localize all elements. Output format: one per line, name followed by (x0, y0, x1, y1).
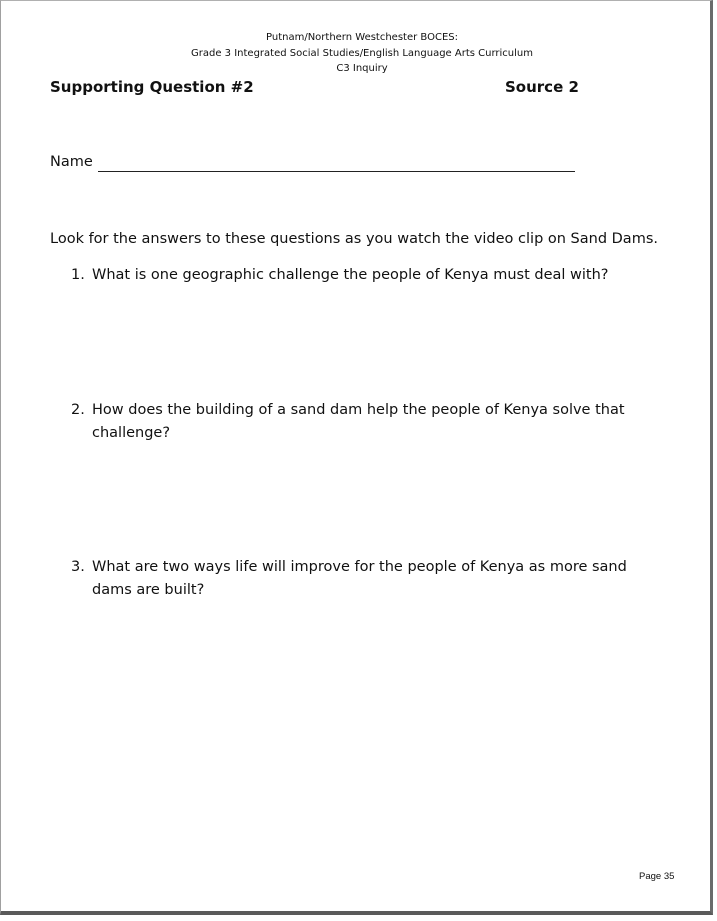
question-number: 2. (71, 402, 85, 418)
question-text: What are two ways life will improve for the people of Kenya as more sand (92, 559, 627, 575)
question-text: What is one geographic challenge the people of Kenya must deal with? (92, 267, 609, 283)
header-curriculum: Grade 3 Integrated Social Studies/English Language Arts Curriculum (191, 48, 533, 59)
name-label: Name (50, 154, 93, 170)
question-text: How does the building of a sand dam help the people of Kenya solve that (92, 402, 625, 418)
instructions-text: Look for the answers to these questions as you watch the video clip on Sand Dams. (50, 231, 658, 247)
question-number: 1. (71, 267, 85, 283)
question-text-continued: dams are built? (92, 582, 205, 598)
name-blank-line (98, 171, 575, 172)
page-number: Page 35 (639, 871, 675, 882)
header-organization: Putnam/Northern Westchester BOCES: (266, 32, 458, 43)
source-title: Source 2 (505, 78, 579, 96)
header-inquiry: C3 Inquiry (336, 63, 388, 74)
question-text-continued: challenge? (92, 425, 171, 441)
supporting-question-title: Supporting Question #2 (50, 78, 254, 96)
question-number: 3. (71, 559, 85, 575)
